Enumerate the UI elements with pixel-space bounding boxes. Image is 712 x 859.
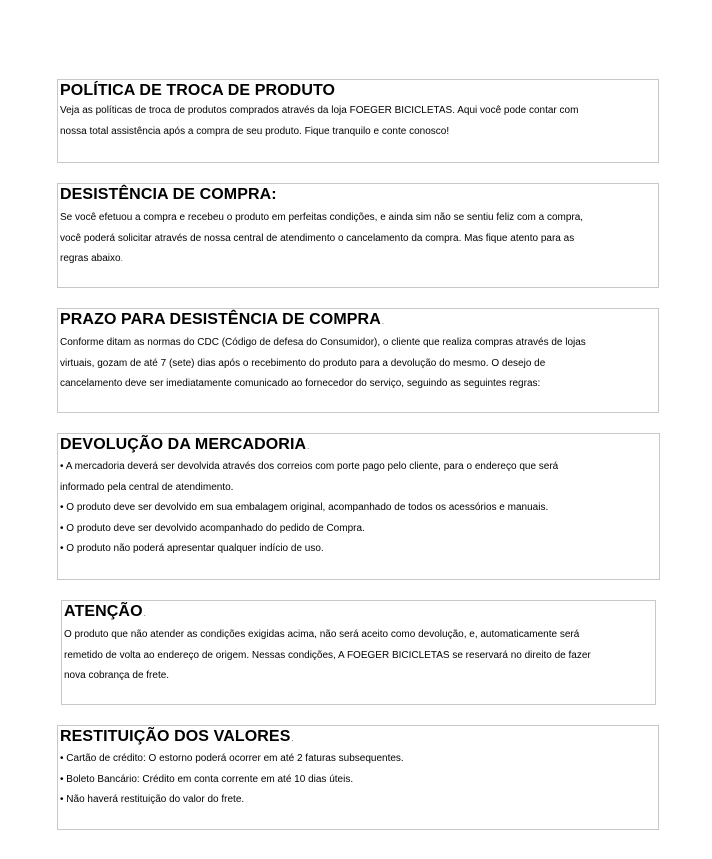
section-restituicao-valores <box>57 725 659 830</box>
section-politica-troca <box>57 79 659 163</box>
paragraph-line: O produto que não atender as condições exigidas acima, não será aceito como devolução, e, automaticamente será <box>64 629 580 640</box>
section-desistencia-compra <box>57 183 659 288</box>
section-body <box>60 101 652 142</box>
list-item: • O produto deve ser devolvido em sua embalagem original, acompanhado de todos os acessórios e manuais. <box>60 502 549 513</box>
list-item: • Boleto Bancário: Crédito em conta corrente em até 10 dias úteis. <box>60 773 354 785</box>
paragraph-line: cancelamento deve ser imediatamente comunicado ao fornecedor do serviço, seguindo as seguintes regras: <box>60 378 541 389</box>
list-item: • O produto não poderá apresentar qualquer indício de uso. <box>60 543 324 554</box>
paragraph-line: nossa total assistência após a compra de seu produto. Fique tranquilo e conte conosco! <box>60 125 450 137</box>
list-item: • Não haverá restituição do valor do frete. <box>60 794 245 805</box>
paragraph-line: Conforme ditam as normas do CDC (Código de defesa do Consumidor), o cliente que realiza compras através de lojas <box>60 337 586 348</box>
paragraph-line: você poderá solicitar através de nossa central de atendimento o cancelamento da compra. Mas fique atento para as <box>60 232 575 244</box>
section-devolucao-mercadoria <box>57 433 660 580</box>
list-item: • Cartão de crédito: O estorno poderá ocorrer em até 2 faturas subsequentes. <box>60 753 404 764</box>
section-prazo-desistencia <box>57 308 659 413</box>
section-atencao <box>61 600 656 705</box>
section-body <box>60 749 652 811</box>
list-item: • O produto deve ser devolvido acompanhado do pedido de Compra. <box>60 522 365 534</box>
section-body <box>60 457 653 560</box>
list-item: • A mercadoria deverá ser devolvida através dos correios com porte pago pelo cliente, para o endereço que será <box>60 461 559 472</box>
section-title: POLÍTICA DE TROCA DE PRODUTO <box>60 82 336 99</box>
section-body <box>64 624 649 687</box>
section-body <box>60 332 652 395</box>
list-item-continuation: informado pela central de atendimento. <box>60 481 234 493</box>
section-title: ATENÇÃO. <box>64 603 146 620</box>
paragraph-line: remetido de volta ao endereço de origem. Nessas condições, A FOEGER BICICLETAS se reservará no direito de fazer <box>64 649 591 661</box>
section-title: PRAZO PARA DESISTÊNCIA DE COMPRA. <box>60 311 385 328</box>
section-title: RESTITUIÇÃO DOS VALORES. <box>60 728 294 745</box>
section-title: DEVOLUÇÃO DA MERCADORIA. <box>60 436 310 453</box>
paragraph-line: Veja as políticas de troca de produtos comprados através da loja FOEGER BICICLETAS. Aqui você pode contar com <box>60 105 579 116</box>
paragraph-line: virtuais, gozam de até 7 (sete) dias após o recebimento do produto para a devolução do mesmo. O desejo de <box>60 357 546 369</box>
section-title: DESISTÊNCIA DE COMPRA: <box>60 186 277 203</box>
section-body <box>60 205 652 270</box>
paragraph-line: regras abaixo. <box>60 253 123 264</box>
paragraph-line: nova cobrança de frete. <box>64 670 170 681</box>
paragraph-line: Se você efetuou a compra e recebeu o produto em perfeitas condições, e ainda sim não se sentiu feliz com a compra, <box>60 212 584 223</box>
